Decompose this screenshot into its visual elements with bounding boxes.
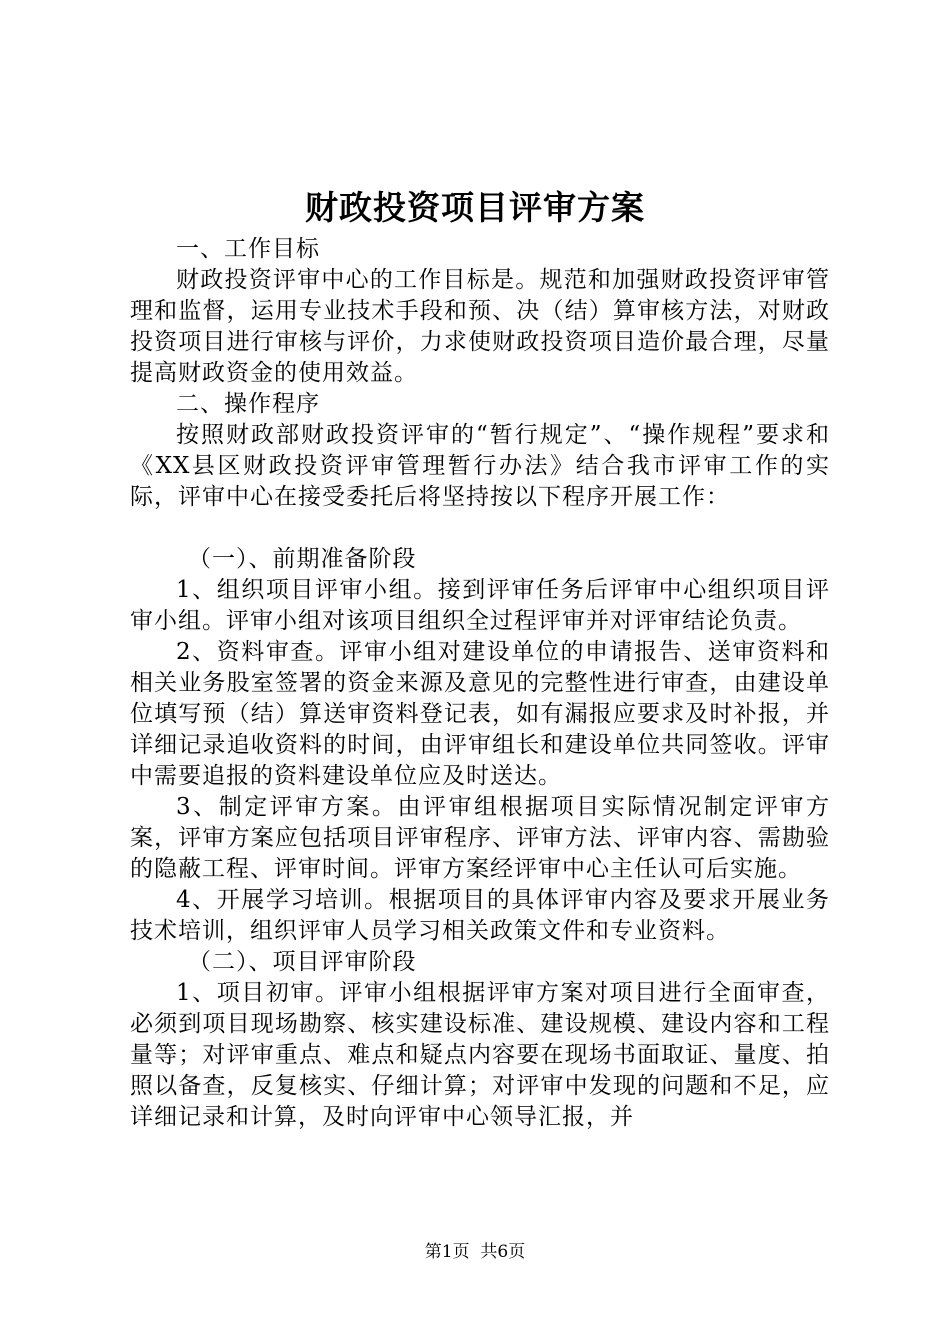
subsection-heading-preparation: （一）、前期准备阶段 <box>188 546 417 572</box>
document-title: 财政投资项目评审方案 <box>305 188 645 227</box>
paragraph-item-3: 3、制定评审方案。由评审组根据项目实际情况制定评审方案，评审方案应包括项目评审程序、评审方法、评审内容、需勘验的隐蔽工程、评审时间。评审方案经评审中心主任认可后实施。 <box>130 794 830 882</box>
section-heading-procedure: 二、操作程序 <box>176 391 320 417</box>
paragraph-review-item-1: 1、项目初审。评审小组根据评审方案对项目进行全面审查，必须到项目现场勘察、核实建设标准、建设规模、建设内容和工程量等；对评审重点、难点和疑点内容要在现场书面取证、量度、拍照以备查，反复核实、仔细计算；对评审中发现的问题和不足，应详细记录和计算，及时向评审中心领导汇报，并 <box>130 980 830 1130</box>
paragraph-item-2: 2、资料审查。评审小组对建设单位的申请报告、送审资料和相关业务股室签署的资金来源及意见的完整性进行审查，由建设单位填写预（结）算送审资料登记表，如有漏报应要求及时补报，并详细记录追收资料的时间，由评审组长和建设单位共同签收。评审中需要追报的资料建设单位应及时送达。 <box>130 639 830 789</box>
paragraph-procedure: 按照财政部财政投资评审的“暂行规定”、“操作规程”要求和《XX县区财政投资评审管理暂行办法》结合我市评审工作的实际，评审中心在接受委托后将坚持按以下程序开展工作： <box>130 422 830 510</box>
page-footer <box>0 1240 950 1264</box>
paragraph-goals: 财政投资评审中心的工作目标是。规范和加强财政投资评审管理和监督，运用专业技术手段和预、决（结）算审核方法，对财政投资项目进行审核与评价，力求使财政投资项目造价最合理，尽量提高财政资金的使用效益。 <box>130 267 830 386</box>
section-heading-goals: 一、工作目标 <box>176 236 320 262</box>
document-body <box>130 234 830 1133</box>
page-number: 第1页 <box>424 1242 470 1262</box>
subsection-heading-review: （二）、项目评审阶段 <box>188 949 417 975</box>
paragraph-item-1: 1、组织项目评审小组。接到评审任务后评审中心组织项目评审小组。评审小组对该项目组织全过程评审并对评审结论负责。 <box>130 577 830 634</box>
page-total: 共6页 <box>480 1242 526 1262</box>
paragraph-item-4: 4、开展学习培训。根据项目的具体评审内容及要求开展业务技术培训，组织评审人员学习相关政策文件和专业资料。 <box>130 887 830 944</box>
